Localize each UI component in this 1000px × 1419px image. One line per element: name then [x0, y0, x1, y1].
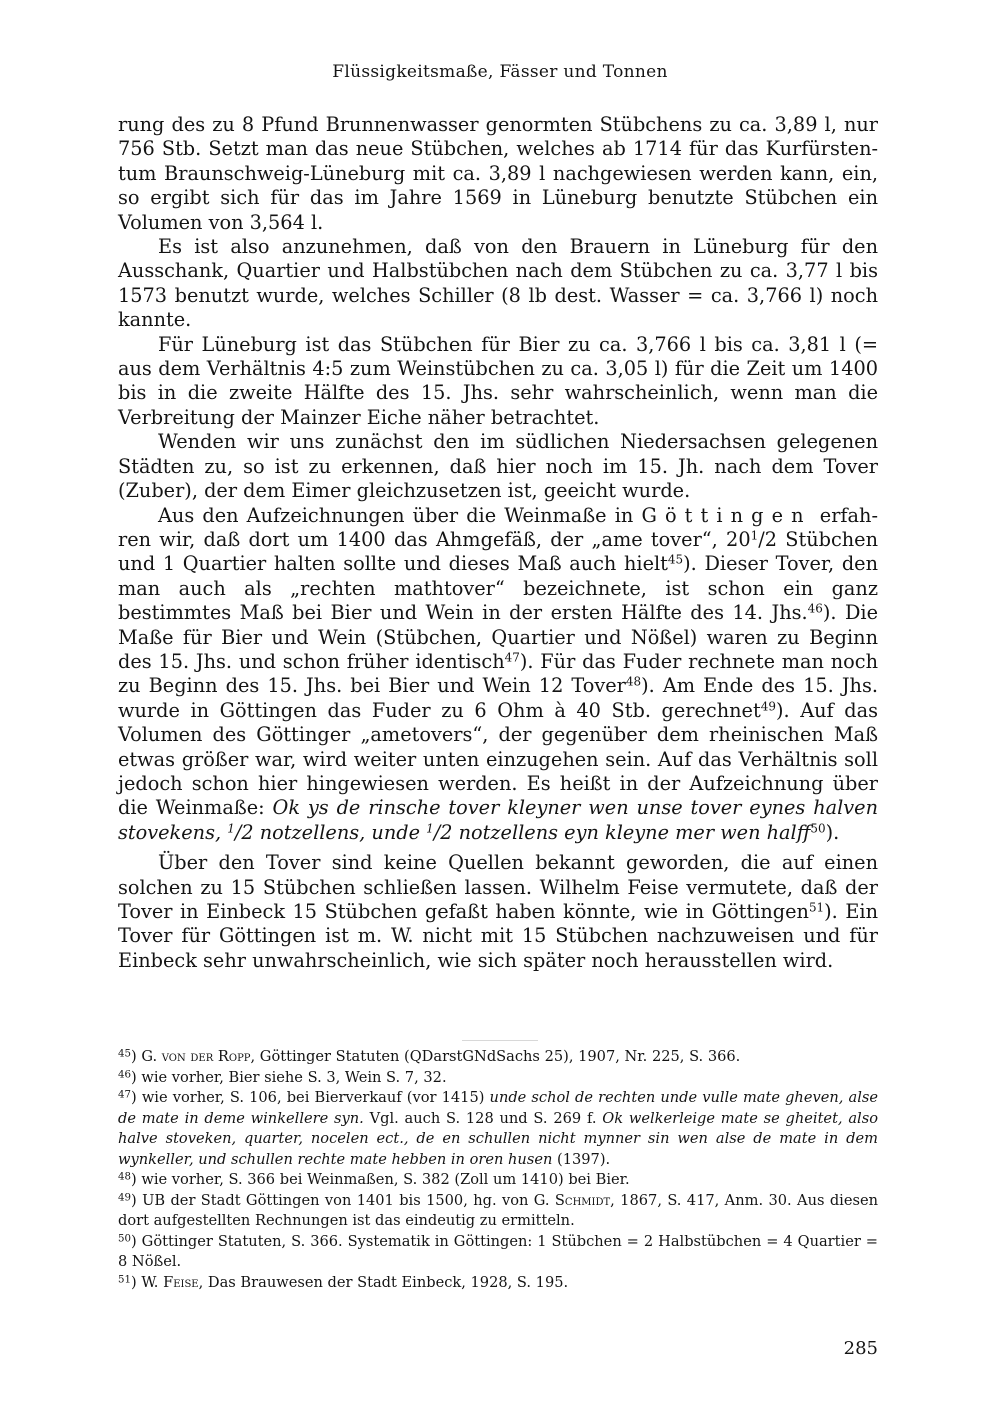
paragraph-6: Über den Tover sind keine Quellen bekannt geworden, die auf einen solchen zu 15 Stübchen schließen lassen. Wilhelm Feise vermutete, daß der Tover in Einbeck 15 Stübchen gefaßt haben könnte, wie in Göttingen$^{51}$). Ein Tover für Göttingen ist m. W. nicht mit 15 Stübchen nachzuweisen und für Einbeck sehr unwahrscheinlich, wie sich später noch herausstellen wird. [118, 851, 878, 972]
footnote-number: 51 [118, 1273, 132, 1285]
paragraph-1: rung des zu 8 Pfund Brunnenwasser genormten Stübchens zu ca. 3,89 l, nur 756 Stb. Setzt man das neue Stübchen, welches ab 1714 für das Kurfürstentum Braunschweig-Lüneburg mit ca. 3,89 l nachgewiesen werden kann, ein, so ergibt sich für das im Jahre 1569 in Lüneburg benutzte Stübchen ein Volumen von 3,564 l. [118, 113, 878, 234]
footnote-ref-50[interactable]: 50 [810, 821, 826, 836]
footnote-ref-51[interactable]: 51 [808, 900, 825, 915]
footnote-separator [462, 1040, 538, 1041]
footnote-number: 45 [118, 1048, 132, 1060]
italic-quotation: Ok ys de rinsche tover kleyner wen unse tover eynes halven stovekens, $^1$/2 notzellens, unde $^1$/2 notzellens eyn kleyne mer wen halff [118, 796, 879, 844]
paragraph-3: Für Lüneburg ist das Stübchen für Bier zu ca. 3,766 l bis ca. 3,81 l (= aus dem Verhältnis 4:5 zum Weinstübchen zu ca. 3,05 l) für die Zeit um 1400 bis in die zweite Hälfte des 15. Jhs. sehr wahrscheinlich, wenn man die Verbreitung der Mainzer Eiche näher betrachtet. [118, 332, 878, 429]
footnote-ref-47[interactable]: 47 [504, 650, 520, 665]
footnote-46: $^{46}$) wie vorher, Bier siehe S. 3, Wein S. 7, 32. [118, 1068, 447, 1086]
footnote-number: 49 [118, 1191, 132, 1203]
footnote-number: 47 [118, 1089, 132, 1101]
spaced-city-name: Göttingen [641, 503, 812, 527]
footnote-47: $^{47}$) wie vorher, S. 106, bei Bierverkauf (vor 1415) unde schol de rechten unde vulle mate gheven, alse de mate in deme winkellere syn. Vgl. auch S. 128 und S. 269 f. Ok welkerleige mate se gheitet, also halve stoveken, quarter, nocelen ect., de en schullen nicht mynner sin wen alse de mate in dem wynkeller, und schullen rechte mate hebben in oren husen (1397). [118, 1089, 878, 1168]
footnote-45: $^{45}$) G. von der Ropp, Göttinger Statuten (QDarstGNdSachs 25), 1907, Nr. 225, S. 366. [118, 1048, 741, 1065]
paragraph-4: Wenden wir uns zunächst den im südlichen Niedersachsen gelegenen Städten zu, so ist zu erkennen, daß hier noch im 15. Jh. nach dem Tover (Zuber), der dem Eimer gleichzusetzen ist, geeicht wurde. [118, 430, 878, 503]
footnote-ref-46[interactable]: 46 [807, 601, 823, 616]
main-text [118, 113, 878, 973]
page-number: 285 [843, 1338, 878, 1359]
footnote-ref-48[interactable]: 48 [625, 674, 642, 689]
fraction-denominator: /2 [758, 527, 777, 551]
footnote-ref-45[interactable]: 45 [667, 552, 684, 567]
footnote-49: $^{49}$) UB der Stadt Göttingen von 1401 bis 1500, hg. von G. Schmidt, 1867, S. 417, Anm. 30. Aus diesen dort aufgestellten Rechnungen ist das eindeutig zu ermitteln. [118, 1191, 878, 1229]
footnote-51: $^{51}$) W. Feise, Das Brauwesen der Stadt Einbeck, 1928, S. 195. [118, 1273, 569, 1291]
footnote-number: 48 [118, 1171, 132, 1183]
paragraph-5: Aus den Aufzeichnungen über die Weinmaße in Göttingen erfahren wir, daß dort um 1400 das Ahmgefäß, der „ame tover“, $20^1/2$ Stübchen und 1 Quartier halten sollte und dieses Maß auch hielt$^{45}$). Dieser Tover, den man auch als „rechten mathtover“ bezeichnete, ist schon ein ganz bestimmtes Maß bei Bier und Wein in der ersten Hälfte des 14. Jhs.$^{46}$). Die Maße für Bier und Wein (Stübchen, Quartier und Nößel) waren zu Beginn des 15. Jhs. und schon früher identisch$^{47}$). Für das Fuder rechnete man noch zu Beginn des 15. Jhs. bei Bier und Wein 12 Tover$^{48}$). Am Ende des 15. Jhs. wurde in Göttingen das Fuder zu 6 Ohm à 40 Stb. gerechnet$^{49}$). Auf das Volumen des Göttinger „ametovers“, der gegenüber dem rheinischen Maß etwas größer war, wird weiter unten einzugehen sein. Auf das Verhältnis soll jedoch schon hier hingewiesen werden. Es heißt in der Aufzeichnung über die Weinmaße: Ok ys de rinsche tover kleyner wen unse tover eynes halven stovekens, $^1$/2 notzellens, unde $^1$/2 notzellens eyn kleyne mer wen halff$^{50}$). [118, 503, 879, 844]
footnote-number: 50 [118, 1232, 132, 1244]
running-head: Flüssigkeitsmaße, Fässer und Tonnen [332, 62, 668, 82]
footnote-number: 46 [118, 1068, 132, 1080]
paragraph-2: Es ist also anzunehmen, daß von den Brauern in Lüneburg für den Ausschank, Quartier und Halbstübchen nach dem Stübchen zu ca. 3,77 l bis 1573 benutzt wurde, welches Schiller (8 lb dest. Wasser = ca. 3,766 l) noch kannte. [118, 235, 878, 332]
fraction-numerator: 1 [750, 528, 759, 543]
footnotes [118, 1047, 878, 1293]
footnote-50: $^{50}$) Göttinger Statuten, S. 366. Systematik in Göttingen: 1 Stübchen = 2 Halbstübchen = 4 Quartier = 8 Nößel. [118, 1232, 878, 1270]
footnote-ref-49[interactable]: 49 [760, 699, 776, 714]
footnote-48: $^{48}$) wie vorher, S. 366 bei Weinmaßen, S. 382 (Zoll um 1410) bei Bier. [118, 1171, 630, 1188]
